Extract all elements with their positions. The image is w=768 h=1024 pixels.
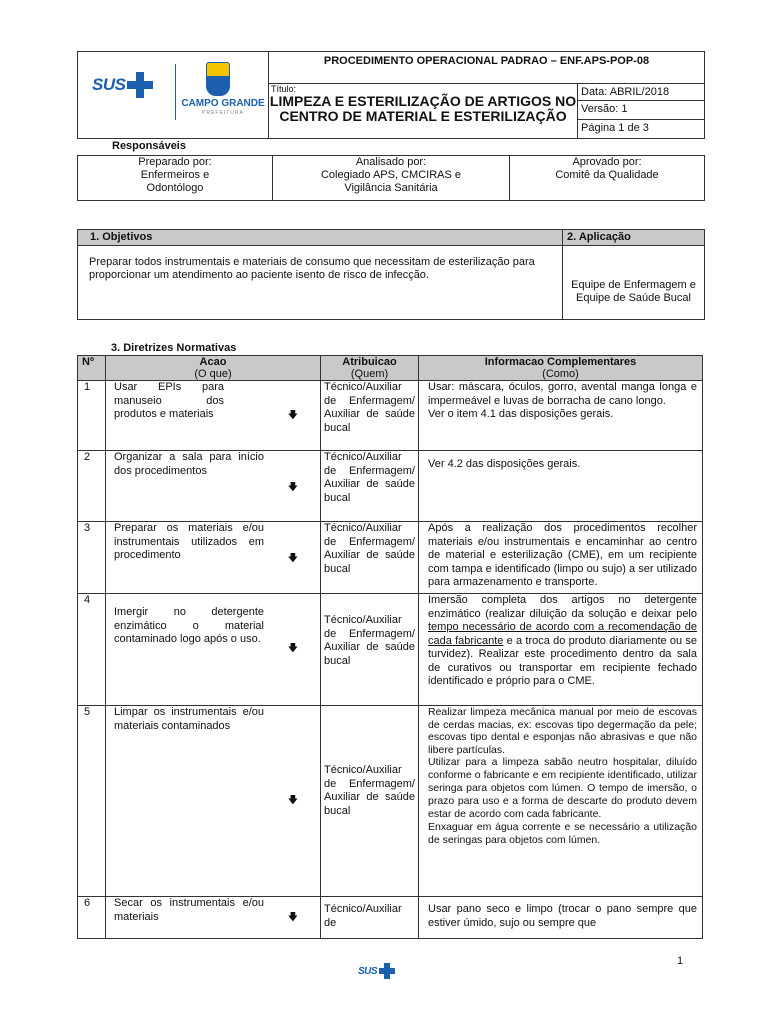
aplicacao-text: Equipe de Enfermagem e Equipe de Saúde Bucal bbox=[571, 279, 696, 304]
sus-logo: SUS bbox=[92, 72, 153, 98]
table-row bbox=[78, 594, 703, 706]
row-acao: Secar os instrumentais e/ou materiais bbox=[114, 897, 264, 923]
row-info: Usar pano seco e limpo (trocar o pano sempre que estiver úmido, sujo ou sempre que bbox=[428, 903, 697, 929]
responsaveis-heading: Responsáveis bbox=[112, 140, 186, 152]
diretrizes-heading: 3. Diretrizes Normativas bbox=[111, 342, 237, 354]
row-atribuicao: Técnico/Auxiliar de Enfermagem/ Auxiliar de saúde bucal bbox=[321, 594, 419, 706]
document-code-title: PROCEDIMENTO OPERACIONAL PADRAO – ENF.APS-POP-08 bbox=[269, 52, 705, 84]
arrow-down-icon: 🡇 bbox=[287, 410, 298, 421]
row-info-extra: Utilizar para a limpeza sabão neutro hospitalar, diluído conforme o fabricante e em recipiente identificado, utilizar seringa para objetos com lúmen. O tempo de imersão, o prazo para uso e a forma de descarte do produto devem estar de acordo com cada fabricante. bbox=[428, 756, 697, 820]
row-info-extra: Ver o item 4.1 das disposições gerais. bbox=[428, 408, 614, 420]
logo-area bbox=[78, 52, 269, 139]
row-info: Realizar limpeza mecânica manual por meio de escovas de cerdas macias, ex: escovas tipo degermação da pele; escovas tipo dental e esponjas não abrasivas e que não libere partículas. bbox=[428, 706, 697, 756]
objetivos-heading: 1. Objetivos bbox=[78, 230, 563, 246]
row-number: 2 bbox=[78, 451, 106, 522]
footer-sus-logo: SUS bbox=[358, 963, 395, 979]
row-info: Usar: máscara, óculos, gorro, avental manga longa e impermeável e luvas de borracha de cano longo. bbox=[428, 381, 697, 407]
objetivos-cell bbox=[78, 246, 563, 320]
row-atribuicao: Técnico/Auxiliar de Enfermagem/ Auxiliar de saúde bucal bbox=[321, 451, 419, 522]
city-seal-icon bbox=[206, 62, 230, 96]
col-info-header: Informacao Complementares (Como) bbox=[419, 356, 703, 381]
table-row bbox=[78, 381, 703, 451]
arrow-down-icon: 🡇 bbox=[287, 795, 298, 806]
row-acao: Imergir no detergente enzimático o material contaminado logo após o uso. bbox=[114, 606, 264, 645]
row-number: 1 bbox=[78, 381, 106, 451]
row-number: 3 bbox=[78, 522, 106, 594]
aplicacao-heading: 2. Aplicação bbox=[563, 230, 705, 246]
row-acao: Usar EPIs para manuseio dos produtos e materiais bbox=[114, 381, 224, 420]
campo-grande-logo: CAMPO GRANDE bbox=[181, 98, 265, 109]
version-field: Versão: 1 bbox=[578, 101, 705, 120]
row-info: Ver 4.2 das disposições gerais. bbox=[428, 458, 581, 470]
objetivos-table bbox=[77, 229, 705, 320]
approved-by: Aprovado por: Comitê da Qualidade bbox=[510, 156, 705, 201]
arrow-down-icon: 🡇 bbox=[287, 643, 298, 654]
row-acao: Organizar a sala para início dos procedimentos bbox=[114, 451, 264, 477]
diretrizes-table bbox=[77, 355, 703, 939]
col-atribuicao-header: Atribuicao (Quem) bbox=[321, 356, 419, 381]
row-atribuicao: Técnico/Auxiliar de bbox=[321, 897, 419, 939]
row-info-extra: Enxaguar em água corrente e se necessário a utilização de seringas para objetos com lúmen. bbox=[428, 821, 697, 846]
table-row bbox=[78, 706, 703, 897]
row-number: 5 bbox=[78, 706, 106, 897]
diretrizes-header-row bbox=[78, 356, 703, 381]
responsaveis-table bbox=[77, 155, 705, 201]
cross-icon bbox=[379, 963, 395, 979]
row-info: Após a realização dos procedimentos recolher materiais e/ou instrumentais e encaminhar ao centro de material e esterilização (CME), em um recipiente com tampa e identificado (limpo ou sujo) a ser utilizado para armazenamento e transporte. bbox=[428, 522, 697, 588]
page-number: 1 bbox=[677, 955, 684, 967]
titulo-label: Título: bbox=[271, 84, 297, 94]
arrow-down-icon: 🡇 bbox=[287, 553, 298, 564]
objetivos-text: Preparar todos instrumentais e materiais de consumo que necessitam de esterilização para proporcionar um atendimento ao paciente isento de risco de infecção. bbox=[89, 256, 535, 281]
date-field: Data: ABRIL/2018 bbox=[578, 84, 705, 101]
title-cell bbox=[269, 84, 578, 139]
analyzed-by: Analisado por: Colegiado APS, CMCIRAS e Vigilância Sanitária bbox=[273, 156, 510, 201]
arrow-down-icon: 🡇 bbox=[287, 912, 298, 923]
document-header bbox=[77, 51, 705, 139]
row-atribuicao: Técnico/Auxiliar de Enfermagem/ Auxiliar de saúde bucal bbox=[321, 381, 419, 451]
table-row bbox=[78, 522, 703, 594]
table-row bbox=[78, 897, 703, 939]
row-number: 6 bbox=[78, 897, 106, 939]
table-row bbox=[78, 451, 703, 522]
row-atribuicao: Técnico/Auxiliar de Enfermagem/ Auxiliar de saúde bucal bbox=[321, 706, 419, 897]
prepared-by: Preparado por: Enfermeiros e Odontólogo bbox=[78, 156, 273, 201]
prefeitura-label: PREFEITURA bbox=[202, 110, 244, 116]
row-acao: Limpar os instrumentais e/ou materiais contaminados bbox=[114, 706, 264, 732]
row-acao: Preparar os materiais e/ou instrumentais utilizados em procedimento bbox=[114, 522, 264, 561]
col-acao-header: Acao (O que) bbox=[106, 356, 321, 381]
arrow-down-icon: 🡇 bbox=[287, 482, 298, 493]
page-title: LIMPEZA E ESTERILIZAÇÃO DE ARTIGOS NO CENTRO DE MATERIAL E ESTERILIZAÇÃO bbox=[269, 93, 577, 124]
underlined-text: tempo necessário de acordo com a recomendação de cada fabricante bbox=[428, 621, 697, 647]
col-num-header: Nº bbox=[78, 356, 106, 381]
row-number: 4 bbox=[78, 594, 106, 706]
aplicacao-cell bbox=[563, 246, 705, 320]
row-atribuicao: Técnico/Auxiliar de Enfermagem/ Auxiliar de saúde bucal bbox=[321, 522, 419, 594]
page-field: Página 1 de 3 bbox=[578, 120, 705, 139]
row-info: Imersão completa dos artigos no detergente enzimático (realizar diluição da solução e deixar pelo tempo necessário de acordo com a recomendação de cada fabricante e a troca do produto diariamente ou se turvidez). Realizar este procedimento dentro da sala de curativos ou transportar em recipiente fechado identificado e próprio para o CME. bbox=[428, 594, 698, 687]
cross-icon bbox=[127, 72, 153, 98]
